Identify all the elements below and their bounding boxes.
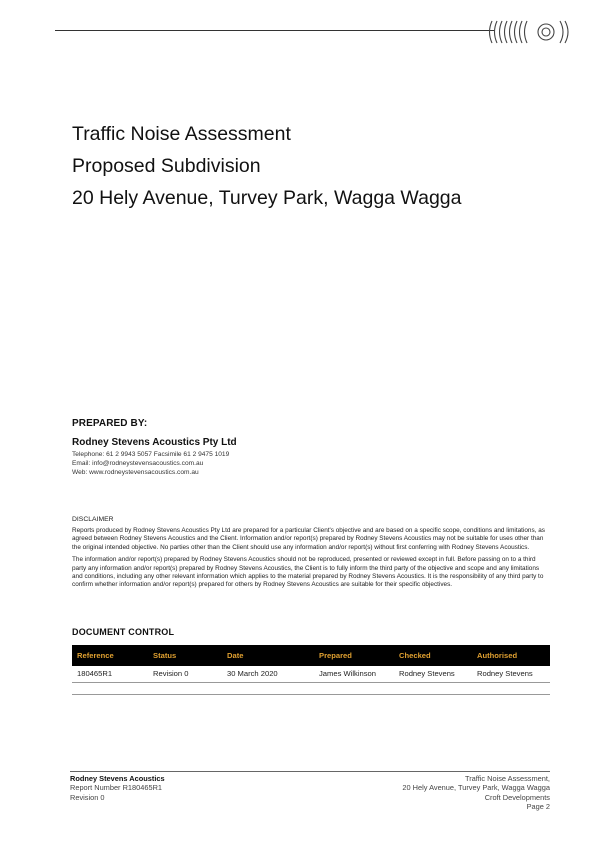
- column-header-prepared: Prepared: [319, 651, 352, 660]
- report-title-block: [72, 118, 462, 214]
- contact-web: Web: www.rodneystevensacoustics.com.au: [72, 469, 199, 476]
- cell-status: Revision 0: [148, 666, 222, 682]
- report-title: Traffic Noise Assessment: [72, 123, 291, 145]
- header-rule: [55, 30, 495, 31]
- report-subtitle: Proposed Subdivision: [72, 155, 261, 177]
- page-number: Page 2: [526, 801, 550, 811]
- cell-date: 30 March 2020: [222, 666, 314, 682]
- footer-report-number: Report Number R180465R1: [70, 783, 163, 793]
- footer-left: [70, 774, 165, 802]
- disclaimer-paragraph-1: Reports produced by Rodney Stevens Acoustics Pty Ltd are prepared for a particular Client's objective and are based on a specific scope, conditions and limitations, as agreed between Rodney Stevens Acoustics and the Client. Information and/or report(s) prepared by Rodney Stevens Acoustics may not be suitable for uses other than the original intended objective. No parties other than the Client should use any information and/or report(s) without first conferring with Rodney Stevens Acoustics.: [72, 527, 545, 551]
- footer-company: Rodney Stevens Acoustics: [70, 774, 165, 783]
- cell-authorised: Rodney Stevens: [472, 666, 550, 682]
- contact-telephone: Telephone: 61 2 9943 5057 Facsimile 61 2 9475 1019: [72, 451, 230, 458]
- footer-revision: Revision 0: [70, 792, 105, 802]
- sound-waves-logo-icon: [486, 17, 576, 47]
- disclaimer-heading: DISCLAIMER: [72, 516, 114, 523]
- document-control-table: [72, 645, 550, 695]
- contact-details: [72, 450, 237, 477]
- column-header-status: Status: [153, 651, 177, 660]
- contact-email: Email: info@rodneystevensacoustics.com.au: [72, 460, 204, 467]
- footer-rule: [70, 771, 550, 772]
- table-header-row: [72, 645, 550, 666]
- prepared-by-company: Rodney Stevens Acoustics Pty Ltd: [72, 437, 237, 448]
- disclaimer-block: [72, 516, 550, 594]
- disclaimer-paragraph-2: The information and/or report(s) prepared by Rodney Stevens Acoustics should not be reproduced, presented or reviewed except in full. Before passing on to a third party any information and/or report(s) prepared by Rodney Stevens Acoustics, the Client is to fully inform the third party of the objective and scope and any limitations and conditions, including any other relevant information which applies to the material prepared by Rodney Stevens Acoustics. It is the responsibility of any third party to confirm whether information and/or report(s) prepared for others by Rodney Stevens Acoustics are suitable for their specific objectives.: [72, 556, 544, 589]
- footer-client: Croft Developments: [484, 792, 550, 802]
- prepared-by-block: [72, 418, 237, 477]
- column-header-authorised: Authorised: [477, 651, 518, 660]
- footer-address: 20 Hely Avenue, Turvey Park, Wagga Wagga: [402, 783, 550, 793]
- report-site-address: 20 Hely Avenue, Turvey Park, Wagga Wagga: [72, 187, 462, 209]
- column-header-date: Date: [227, 651, 244, 660]
- document-control-block: [72, 627, 550, 695]
- document-control-heading: DOCUMENT CONTROL: [72, 627, 175, 637]
- cell-checked: Rodney Stevens: [394, 666, 472, 682]
- table-row: [72, 666, 550, 682]
- column-header-reference: Reference: [77, 651, 114, 660]
- cell-reference: 180465R1: [72, 666, 148, 682]
- footer-right: [402, 774, 550, 811]
- column-header-checked: Checked: [399, 651, 431, 660]
- cell-prepared: James Wilkinson: [314, 666, 394, 682]
- prepared-by-heading: PREPARED BY:: [72, 418, 148, 429]
- table-row-empty: [72, 682, 550, 694]
- footer-report-title: Traffic Noise Assessment,: [464, 774, 550, 783]
